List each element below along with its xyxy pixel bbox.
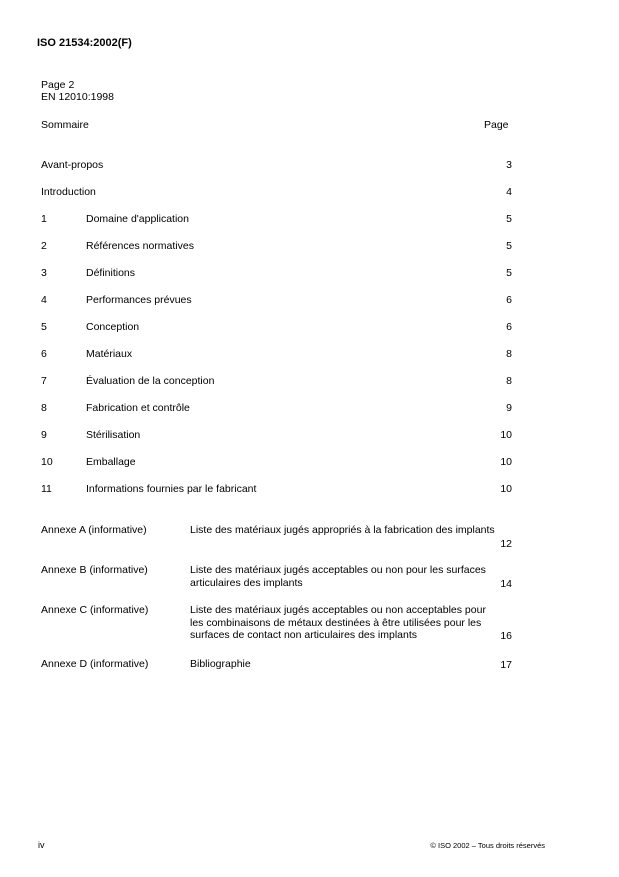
toc-entry-title: Performances prévues bbox=[86, 294, 192, 306]
toc-entry-number: 7 bbox=[41, 375, 47, 387]
toc-entry-number: 8 bbox=[41, 402, 47, 414]
toc-entry-page: 9 bbox=[506, 402, 512, 414]
toc-entry-clause-10[interactable] bbox=[41, 456, 512, 470]
toc-entry-clause-11[interactable] bbox=[41, 483, 512, 497]
annex-page: 14 bbox=[500, 578, 512, 590]
toc-entry-page: 5 bbox=[506, 240, 512, 252]
toc-entry-title: Références normatives bbox=[86, 240, 194, 252]
toc-entry-annex-d[interactable] bbox=[41, 658, 512, 671]
document-id: ISO 21534:2002(F) bbox=[37, 37, 132, 49]
toc-entry-number: 1 bbox=[41, 213, 47, 225]
toc-entry-number: 3 bbox=[41, 267, 47, 279]
toc-page-column-label: Page bbox=[484, 119, 509, 131]
toc-entry-clause-8[interactable] bbox=[41, 402, 512, 416]
annex-label: Annexe D (informative) bbox=[41, 658, 149, 670]
toc-entry-title: Fabrication et contrôle bbox=[86, 402, 190, 414]
toc-entry-annex-c[interactable] bbox=[41, 604, 512, 642]
toc-entry-page: 10 bbox=[500, 483, 512, 495]
toc-entry-clause-5[interactable] bbox=[41, 321, 512, 335]
toc-entry-number: 6 bbox=[41, 348, 47, 360]
toc-entry-page: 4 bbox=[506, 186, 512, 198]
toc-entry-page: 10 bbox=[500, 429, 512, 441]
toc-entry-clause-9[interactable] bbox=[41, 429, 512, 443]
annex-title: Liste des matériaux jugés appropriés à la fabrication des implants bbox=[190, 524, 495, 536]
toc-entry-title: Informations fournies par le fabricant bbox=[86, 483, 257, 495]
toc-entry-page: 8 bbox=[506, 375, 512, 387]
toc-entry-title: Introduction bbox=[41, 186, 96, 198]
toc-entry-page: 3 bbox=[506, 159, 512, 171]
toc-entry-page: 8 bbox=[506, 348, 512, 360]
toc-entry-title: Domaine d'application bbox=[86, 213, 189, 225]
toc-entry-page: 5 bbox=[506, 213, 512, 225]
annex-page: 16 bbox=[500, 630, 512, 642]
annex-label: Annexe C (informative) bbox=[41, 604, 149, 616]
footer-copyright: © ISO 2002 – Tous droits réservés bbox=[430, 841, 545, 850]
toc-entry-page: 5 bbox=[506, 267, 512, 279]
footer-page-number: iv bbox=[38, 840, 45, 850]
annex-title: Bibliographie bbox=[190, 658, 251, 670]
toc-entry-clause-2[interactable] bbox=[41, 240, 512, 254]
toc-entry-clause-3[interactable] bbox=[41, 267, 512, 281]
annex-title: Liste des matériaux jugés acceptables ou non acceptables pour les combinaisons de métaux destinées à être utilisées pour les surfaces de contact non articulaires des implants bbox=[190, 604, 486, 641]
toc-entry-page: 10 bbox=[500, 456, 512, 468]
toc-entry-number: 10 bbox=[41, 456, 53, 468]
toc-entry-annex-b[interactable] bbox=[41, 564, 512, 590]
toc-entry-title: Matériaux bbox=[86, 348, 133, 360]
toc-entry-title: Évaluation de la conception bbox=[86, 375, 215, 387]
toc-entry-clause-1[interactable] bbox=[41, 213, 512, 227]
annex-label: Annexe A (informative) bbox=[41, 524, 147, 536]
annex-label: Annexe B (informative) bbox=[41, 564, 148, 576]
toc-entry-title: Emballage bbox=[86, 456, 136, 468]
toc-entry-number: 11 bbox=[41, 483, 52, 495]
page-reference-standard: EN 12010:1998 bbox=[41, 91, 114, 103]
page-reference-line: Page 2 bbox=[41, 79, 75, 91]
toc-entry-introduction[interactable] bbox=[41, 186, 512, 200]
toc-entry-avant-propos[interactable] bbox=[41, 159, 512, 173]
toc-entry-page: 6 bbox=[506, 294, 512, 306]
toc-entry-clause-4[interactable] bbox=[41, 294, 512, 308]
toc-entry-title: Avant-propos bbox=[41, 159, 104, 171]
toc-entry-title: Stérilisation bbox=[86, 429, 141, 441]
annex-title: Liste des matériaux jugés acceptables ou non pour les surfaces articulaires des implants bbox=[190, 564, 486, 589]
toc-entry-title: Définitions bbox=[86, 267, 136, 279]
toc-title: Sommaire bbox=[41, 119, 89, 131]
toc-entry-clause-6[interactable] bbox=[41, 348, 512, 362]
toc-entry-annex-a[interactable] bbox=[41, 524, 512, 550]
annex-page: 12 bbox=[500, 538, 512, 550]
toc-entry-number: 5 bbox=[41, 321, 47, 333]
page-reference bbox=[41, 79, 114, 103]
toc-entry-page: 6 bbox=[506, 321, 512, 333]
toc-entry-number: 4 bbox=[41, 294, 47, 306]
toc-entry-number: 9 bbox=[41, 429, 47, 441]
toc-entry-number: 2 bbox=[41, 240, 47, 252]
toc-entry-clause-7[interactable] bbox=[41, 375, 512, 389]
annex-page: 17 bbox=[500, 659, 512, 671]
toc-entry-title: Conception bbox=[86, 321, 140, 333]
